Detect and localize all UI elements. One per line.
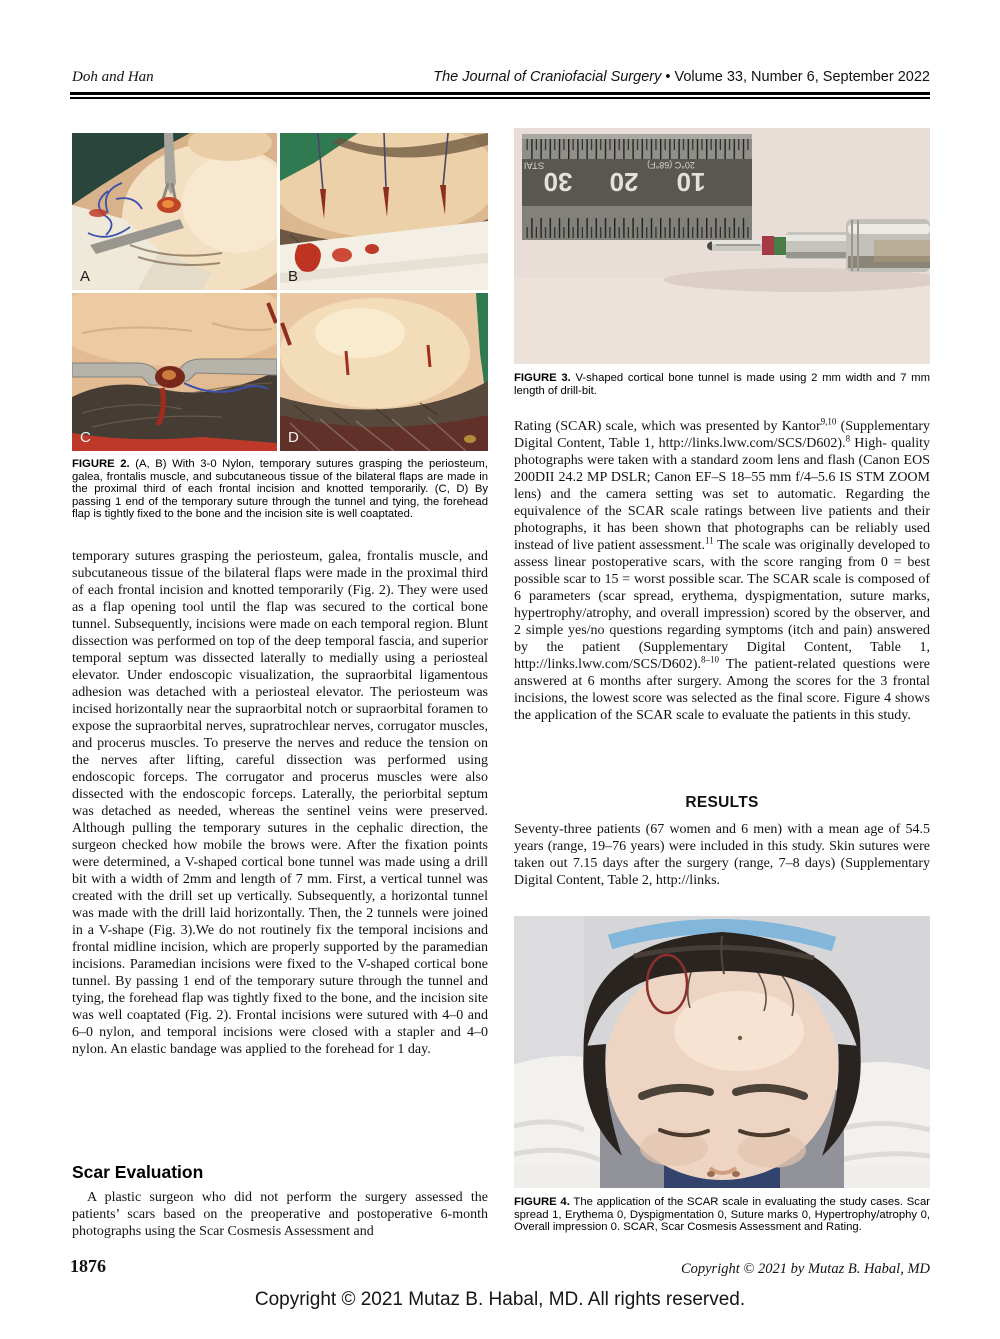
panel-label-c: C	[80, 429, 91, 446]
journal-issue: • Volume 33, Number 6, September 2022	[661, 69, 930, 85]
figure2-panel-d	[280, 293, 488, 451]
panel-label-a: A	[80, 268, 91, 285]
header-rule	[70, 92, 930, 99]
running-head-journal	[433, 69, 930, 85]
section-heading-results: RESULTS	[685, 794, 759, 811]
figure2-caption	[72, 458, 488, 521]
figure3-caption-label: FIGURE 3.	[514, 372, 571, 384]
body-paragraph-scar-evaluation: A plastic surgeon who did not perform the surgery assessed the patients’ scars based on the preoperative and postoperative 6-month photographs using the Scar Cosmesis Assessment and	[72, 1190, 488, 1239]
ruler-number-20: 20	[609, 167, 639, 197]
ruler-number-30: 30	[543, 167, 573, 197]
page-number: 1876	[70, 1256, 106, 1276]
body-paragraph-scar-scale: Rating (SCAR) scale, which was presented by Kantor$^{9,10}$ (Supplementary Digital Content, Table 1, http://links.lww.com/SCS/D602).$^8$ High- quality photographs were taken with a standard zoom lens and flash (Canon EOS 200DII 24.2 MP DSLR; Canon EF–S 18–55 mm f/4–5.6 IS STM ZOOM lens) and the camera setting was set to automatic. Regarding the equivalence of the SCAR scale ratings between live patients and their photographs, it has been shown that photographs can be reliably used instead of live patient assessment.$^{11}$ The scale was originally developed to assess linear postoperative scars, with the score ranging from 0 = best possible scar to 15 = worst possible scar. The SCAR scale is composed of 6 parameters (scar spread, erythema, dyspigmentation, suture marks, hypertrophy/atrophy, and overall impression) scored by the observer, and 2 simple yes/no questions regarding symptoms (itch and pain) answered by the patient (Supplementary Digital Content, Table 1, http://links.lww.com/SCS/D602).$^{8-10}$ The patient-related questions were answered at 6 months after surgery. Among the scores for the 3 frontal incisions, the lowest score was selected as the final score. Figure 4 shows the application of the SCAR scale to evaluate the patients in this study.	[514, 418, 930, 723]
footer-copyright: Copyright © 2021 by Mutaz B. Habal, MD	[680, 1261, 930, 1277]
drill-red-mark	[762, 236, 774, 255]
figure2-panel-c	[72, 293, 277, 451]
ruler-number-10: 10	[676, 167, 706, 197]
figure4-caption-text: The application of the SCAR scale in evaluating the study cases. Scar spread 1, Erythema 0, Dyspigmentation 0, Suture marks 0, Hypertrophy/atrophy 0, Overall impression 0. SCAR, Scar Cosmesis Assessment and Rating.	[514, 1196, 930, 1234]
figure2-caption-text: (A, B) With 3-0 Nylon, temporary sutures grasping the periosteum, galea, frontalis muscle, and subcutaneous tissue of the bilateral flaps are made in the proximal third of each frontal incision and knotted temporarily. (C, D) By passing 1 end of the temporary suture through the tunnel and tying, the forehead flap is tightly fixed to the bone and the incision site is well coaptated.	[72, 458, 488, 521]
section-heading-scar-evaluation: Scar Evaluation	[72, 1162, 204, 1182]
panel-label-b: B	[288, 268, 299, 285]
figure3-caption	[514, 372, 930, 397]
figure2-image	[72, 133, 488, 451]
bottom-copyright: Copyright © 2021 Mutaz B. Habal, MD. All rights reserved.	[254, 1289, 746, 1310]
figure4-caption-label: FIGURE 4.	[514, 1196, 570, 1208]
panel-label-d: D	[288, 429, 299, 446]
drill-green-mark	[774, 237, 786, 255]
figure2-photo-a	[72, 133, 277, 290]
ruler-temp-text: 20°C (68°F)	[647, 160, 695, 170]
figure4-image	[514, 916, 930, 1188]
figure3-caption-text: V-shaped cortical bone tunnel is made using 2 mm width and 7 mm length of drill-bit.	[514, 372, 930, 397]
body-paragraph-methods: temporary sutures grasping the periosteum, galea, frontalis muscle, and subcutaneous tissue of the bilateral flaps were made in the proximal third of each frontal incision and knotted temporarily (Fig. 2). They were used as a flap opening tool until the flap was secured to the cortical bone tunnel. Subsequently, incisions were made on each temporal region. Blunt dissection was performed on top of the deep temporal fascia, and superior temporal septum was dissected laterally to medially using a periosteal elevator. Under endoscopic visualization, the supraorbital ligamentous adhesion was detached with a periosteal elevator. The periosteum was incised horizontally near the supraorbital notch or supraorbital foramen to expose the supraorbital nerves, supratrochlear nerves, corrugator muscles, and procerus muscles. To preserve the nerves and reduce the tension on the nerves after lifting, careful dissection was performed using endoscopic forceps. The corrugator and procerus muscles were also dissected with the endoscopic forceps. Laterally, the periorbital septum was detached as needed, whereas the sentinel veins were preserved. Although pulling the temporary sutures in the cephalic direction, the surgeon checked how mobile the brows were. After the fixation points were determined, a V-shaped cortical bone tunnel was made using a drill bit with a width of 2mm and length of 7 mm. First, a vertical tunnel was created with the drill set up vertically. Subsequently, a horizontal tunnel was made with the drill laid horizontally. Then, the 2 tunnels were joined in a V-shape (Fig. 3).We do not routinely fix the temporal incisions and frontal midline incision, which are properly supported by the paramedian incisions. Paramedian incisions were fixed to the V-shaped cortical bone tunnel. By passing 1 end of the temporary suture through the tunnel and tying, the forehead flap was tightly fixed to the bone, and the incision site was well coaptated (Fig. 2). Frontal incisions were sutured with 4–0 and 6–0 nylon, and temporal incisions were closed with a stapler and 4–0 nylon. An elastic bandage was applied to the forehead for 1 day.	[72, 549, 488, 1057]
figure4-caption	[514, 1196, 930, 1234]
figure2-photo-c	[72, 293, 277, 451]
figure2-caption-label: FIGURE 2.	[72, 458, 130, 470]
steel-ruler	[522, 134, 752, 240]
figure3-image	[514, 128, 930, 364]
figure2-photo-b	[280, 133, 488, 290]
figure2-photo-d	[280, 293, 488, 451]
running-head-authors: Doh and Han	[72, 69, 154, 85]
body-paragraph-results: Seventy-three patients (67 women and 6 men) with a mean age of 54.5 years (range, 19–76 years) were included in this study. Skin sutures were taken out 7.15 days after the surgery (range, 7–8 days) (Supplementary Digital Content, Table 2, http://links.	[514, 822, 930, 888]
figure2-panel-a	[72, 133, 277, 290]
figure2-panel-b	[280, 133, 488, 290]
ruler-brand-text: STAI	[523, 159, 545, 171]
journal-title: The Journal of Craniofacial Surgery	[433, 69, 662, 85]
